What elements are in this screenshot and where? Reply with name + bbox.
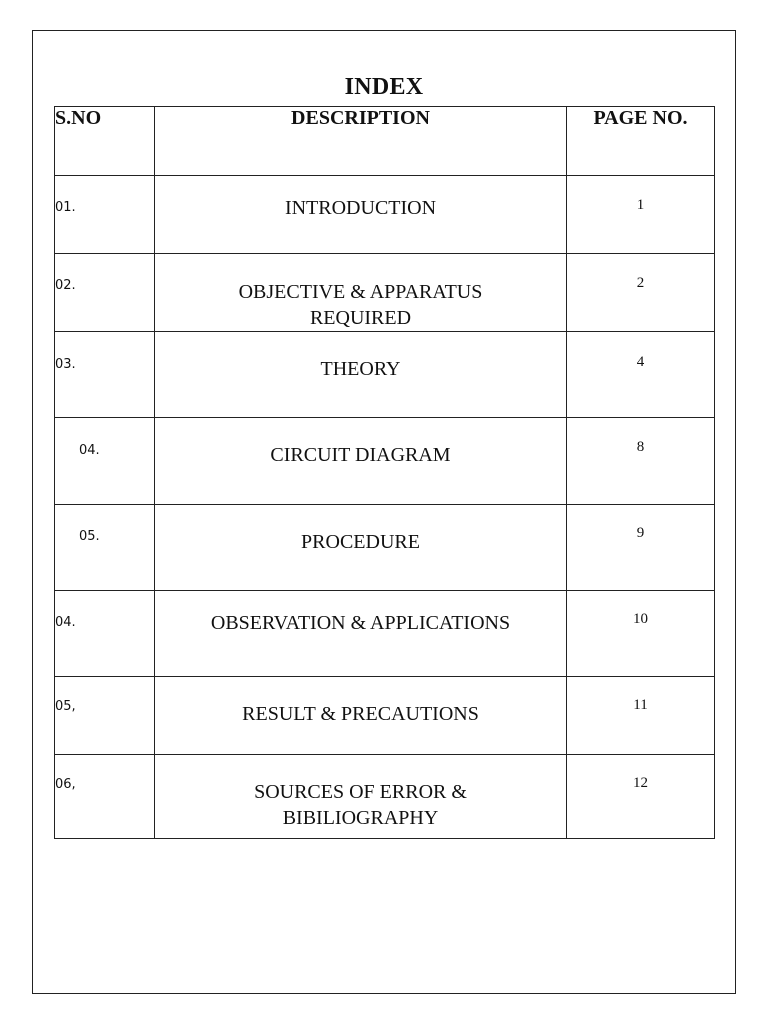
header-row [55, 107, 715, 176]
header-sno: S.NO [55, 107, 155, 176]
row-description: OBSERVATION & APPLICATIONS [155, 591, 567, 677]
table-row [55, 505, 715, 591]
row-sno: 06, [55, 755, 155, 839]
row-page: 4 [567, 332, 715, 418]
row-page: 10 [567, 591, 715, 677]
row-description: THEORY [155, 332, 567, 418]
table-row [55, 176, 715, 254]
row-sno: 05, [55, 677, 155, 755]
table-row [55, 418, 715, 505]
header-page-no: PAGE NO. [567, 107, 715, 176]
row-description: OBJECTIVE & APPARATUS REQUIRED [155, 254, 567, 332]
row-description: CIRCUIT DIAGRAM [155, 418, 567, 505]
table-row [55, 254, 715, 332]
row-description: PROCEDURE [155, 505, 567, 591]
row-page: 11 [567, 677, 715, 755]
row-sno: 01. [55, 176, 155, 254]
row-page: 1 [567, 176, 715, 254]
row-page: 2 [567, 254, 715, 332]
index-table [54, 106, 715, 839]
row-page: 12 [567, 755, 715, 839]
row-sno: 04. [55, 591, 155, 677]
row-sno: 02. [55, 254, 155, 332]
table-row [55, 755, 715, 839]
row-sno: 03. [55, 332, 155, 418]
row-page: 9 [567, 505, 715, 591]
table-row [55, 677, 715, 755]
row-description: INTRODUCTION [155, 176, 567, 254]
row-description: SOURCES OF ERROR & BIBILIOGRAPHY [155, 755, 567, 839]
row-page: 8 [567, 418, 715, 505]
row-sno: 04. [55, 418, 155, 505]
table-row [55, 332, 715, 418]
row-description: RESULT & PRECAUTIONS [155, 677, 567, 755]
header-description: DESCRIPTION [155, 107, 567, 176]
row-sno: 05. [55, 505, 155, 591]
page-title: INDEX [344, 74, 424, 100]
table-row [55, 591, 715, 677]
